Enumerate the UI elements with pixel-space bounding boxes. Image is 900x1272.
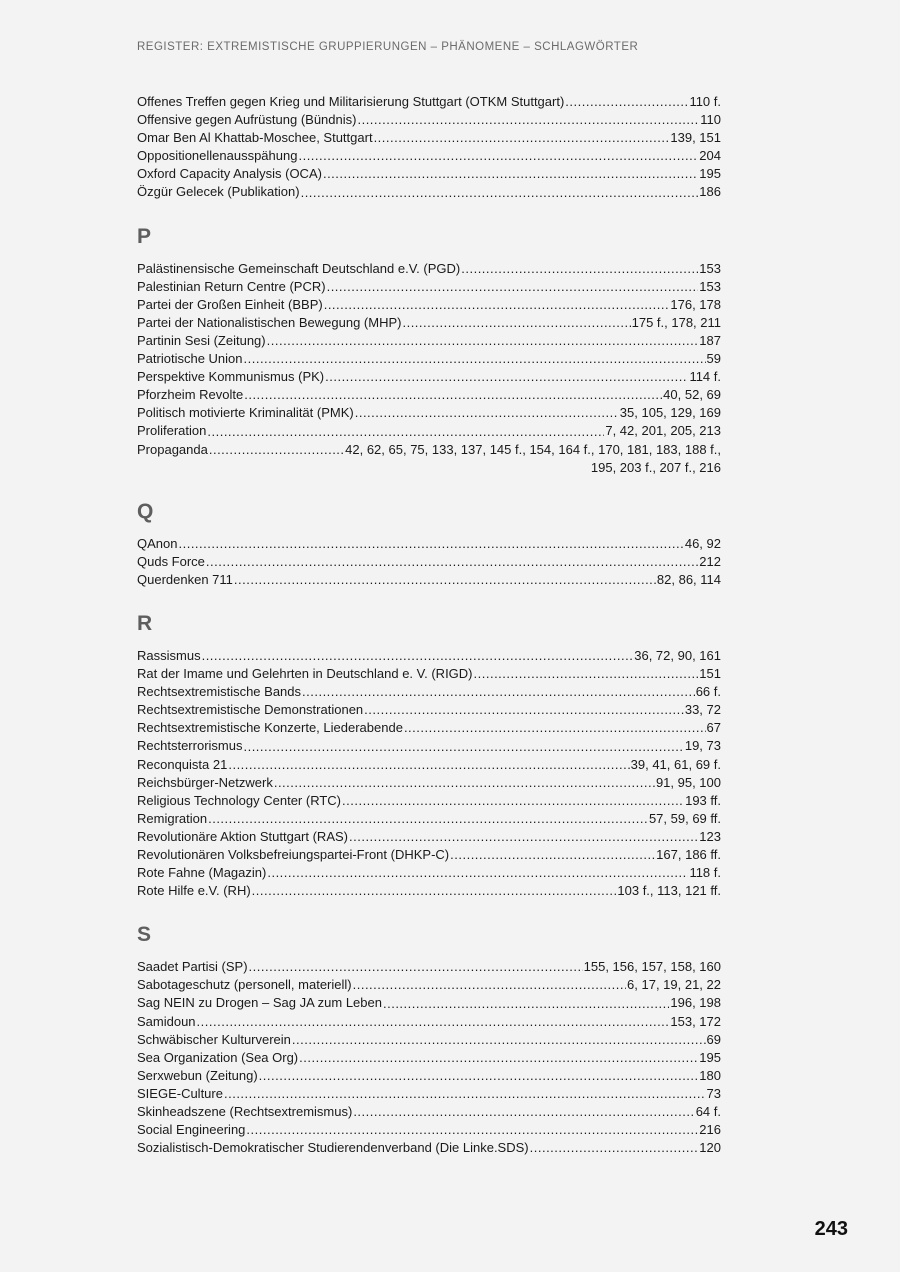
entry-term: Partei der Großen Einheit (BBP) (137, 296, 323, 312)
dot-leader (224, 1085, 706, 1103)
dot-leader (327, 278, 699, 296)
dot-leader (353, 976, 626, 994)
entry-term: Serxwebun (Zeitung) (137, 1067, 258, 1083)
entry-term: Sag NEIN zu Drogen – Sag JA zum Leben (137, 995, 382, 1011)
entry-term: Partinin Sesi (Zeitung) (137, 332, 266, 348)
entry-term: Rassismus (137, 647, 201, 663)
dot-leader (207, 422, 604, 440)
page-number: 243 (814, 1218, 848, 1240)
entry-pages: 195 (699, 166, 721, 182)
index-entries (137, 958, 721, 1157)
entry-term: QAnon (137, 535, 178, 551)
dot-leader (252, 882, 617, 900)
index-entry (137, 958, 721, 976)
dot-leader (323, 165, 698, 183)
index-entry (137, 976, 721, 994)
index-entry (137, 441, 721, 459)
index-entry (137, 278, 721, 296)
entry-pages: 36, 72, 90, 161 (634, 647, 721, 663)
index-entry (137, 864, 721, 882)
index-section (137, 224, 721, 477)
entry-term: Sozialistisch-Demokratischer Studierendenverband (Die Linke.SDS) (137, 1140, 529, 1156)
dot-leader (353, 1103, 694, 1121)
index-entry (137, 1139, 721, 1157)
entry-pages: 40, 52, 69 (663, 387, 721, 403)
index-entry (137, 535, 721, 553)
index-entry (137, 296, 721, 314)
entry-term: Skinheadszene (Rechtsextremismus) (137, 1104, 353, 1120)
dot-leader (404, 719, 706, 737)
dot-leader (402, 314, 630, 332)
entry-pages: 167, 186 ff. (656, 847, 721, 862)
dot-leader (243, 737, 683, 755)
entry-pages: 196, 198 (670, 995, 721, 1011)
entry-pages: 153, 172 (670, 1013, 721, 1029)
index-entry (137, 828, 721, 846)
index-entry (137, 756, 721, 774)
entry-term: Rechtsextremistische Bands (137, 684, 302, 700)
dot-leader (244, 350, 706, 368)
entry-term: Rat der Imame und Gelehrten in Deutschland e. V. (RIGD) (137, 666, 473, 682)
index-entry (137, 350, 721, 368)
entry-pages: 82, 86, 114 (656, 571, 721, 587)
dot-leader (301, 183, 699, 201)
index-entry (137, 553, 721, 571)
section-letter: R (137, 611, 153, 635)
entry-pages: 175 f., 178, 211 (631, 314, 721, 330)
dot-leader (383, 994, 669, 1012)
dot-leader (228, 756, 629, 774)
entry-term: Rechtsterrorismus (137, 738, 243, 754)
entry-term: Revolutionäre Aktion Stuttgart (RAS) (137, 828, 348, 844)
entry-term: Reconquista 21 (137, 756, 228, 772)
dot-leader (461, 260, 698, 278)
dot-leader (364, 701, 684, 719)
index-entry (137, 1121, 721, 1139)
entry-pages: 123 (699, 828, 721, 844)
index-entry (137, 386, 721, 404)
index-entries (137, 260, 721, 477)
entry-pages: 118 f. (689, 865, 721, 881)
index-entry (137, 111, 721, 129)
index-entry (137, 701, 721, 719)
index-entry (137, 183, 721, 201)
entry-term: Saadet Partisi (SP) (137, 959, 248, 975)
dot-leader (298, 147, 698, 165)
entry-pages: 114 f. (689, 369, 721, 385)
entry-pages: 155, 156, 157, 158, 160 (583, 959, 721, 975)
dot-leader (267, 864, 688, 882)
dot-leader (234, 571, 656, 589)
entry-pages: 64 f. (695, 1104, 721, 1120)
entry-pages: 187 (699, 332, 721, 348)
index-entry (137, 314, 721, 332)
entry-term: Quds Force (137, 553, 205, 569)
entry-term: Social Engineering (137, 1122, 246, 1138)
dot-leader (244, 386, 662, 404)
dot-leader (374, 129, 670, 147)
entry-pages: 59 (706, 351, 721, 367)
index-entry (137, 737, 721, 755)
entry-term: Rote Fahne (Magazin) (137, 865, 267, 881)
dot-leader (209, 441, 344, 459)
dot-leader (249, 958, 583, 976)
entry-term: Rechtsextremistische Demonstrationen (137, 702, 364, 718)
section-letter: P (137, 224, 152, 248)
index-entries (137, 535, 721, 589)
entry-pages-continued: 195, 203 f., 207 f., 216 (590, 459, 721, 475)
entry-pages: 7, 42, 201, 205, 213 (605, 423, 721, 439)
dot-leader (530, 1139, 699, 1157)
entry-term: Oppositionellenausspähung (137, 148, 298, 164)
index-entry (137, 683, 721, 701)
entry-pages: 151 (699, 666, 721, 682)
dot-leader (208, 810, 648, 828)
index-content (137, 93, 721, 1179)
index-entry (137, 129, 721, 147)
entry-pages: 33, 72 (684, 702, 721, 718)
entry-term: Proliferation (137, 423, 207, 439)
index-entry (137, 810, 721, 828)
index-entry (137, 165, 721, 183)
index-entry (137, 422, 721, 440)
entry-term: Schwäbischer Kulturverein (137, 1031, 291, 1047)
entry-term: Pforzheim Revolte (137, 387, 244, 403)
index-entry (137, 774, 721, 792)
index-entry (137, 1067, 721, 1085)
entry-term: Samidoun (137, 1013, 196, 1029)
dot-leader (259, 1067, 699, 1085)
dot-leader (349, 828, 698, 846)
index-entry (137, 846, 721, 864)
entry-term: Patriotische Union (137, 351, 243, 367)
dot-leader (299, 1049, 698, 1067)
dot-leader (324, 296, 670, 314)
dot-leader (292, 1031, 706, 1049)
entry-pages: 91, 95, 100 (655, 774, 721, 790)
dot-leader (355, 404, 619, 422)
entry-pages: 42, 62, 65, 75, 133, 137, 145 f., 154, 164 f., 170, 181, 183, 188 f., (345, 441, 721, 457)
entry-term: Querdenken 711 (137, 571, 233, 587)
entry-pages: 212 (699, 553, 721, 569)
dot-leader (267, 332, 699, 350)
entry-pages: 39, 41, 61, 69 f. (630, 756, 721, 772)
entry-pages: 67 (706, 720, 721, 736)
entry-pages: 186 (699, 184, 721, 200)
dot-leader (325, 368, 688, 386)
dot-leader (302, 683, 695, 701)
entry-term: Sabotageschutz (personell, materiell) (137, 977, 352, 993)
entry-term: Rote Hilfe e.V. (RH) (137, 883, 251, 899)
index-entry (137, 1031, 721, 1049)
entry-pages: 176, 178 (670, 296, 721, 312)
entry-term: Palestinian Return Centre (PCR) (137, 278, 326, 294)
index-entry (137, 93, 721, 111)
index-section (137, 922, 721, 1157)
dot-leader (206, 553, 698, 571)
index-entry (137, 1049, 721, 1067)
entry-term: Propaganda (137, 441, 208, 457)
entry-pages: 216 (699, 1122, 721, 1138)
dot-leader (342, 792, 684, 810)
entry-term: Reichsbürger-Netzwerk (137, 774, 273, 790)
index-entry (137, 332, 721, 350)
index-section (137, 93, 721, 202)
entry-term: Özgür Gelecek (Publikation) (137, 184, 300, 200)
dot-leader (274, 774, 655, 792)
dot-leader (565, 93, 688, 111)
entry-term: Palästinensische Gemeinschaft Deutschland e.V. (PGD) (137, 260, 461, 276)
entry-pages: 73 (706, 1085, 721, 1101)
running-header: REGISTER: EXTREMISTISCHE GRUPPIERUNGEN – PHÄNOMENE – SCHLAGWÖRTER (137, 41, 639, 53)
dot-leader (450, 846, 655, 864)
index-entry (137, 571, 721, 589)
entry-pages: 120 (699, 1140, 721, 1156)
dot-leader (474, 665, 699, 683)
index-entries (137, 93, 721, 202)
entry-term: Rechtsextremistische Konzerte, Liederabende (137, 720, 403, 736)
dot-leader (246, 1121, 698, 1139)
entry-pages: 204 (699, 148, 721, 164)
entry-pages: 153 (699, 278, 721, 294)
entry-pages: 57, 59, 69 ff. (648, 810, 721, 826)
index-entry (137, 147, 721, 165)
dot-leader (178, 535, 683, 553)
entry-term: Sea Organization (Sea Org) (137, 1049, 299, 1065)
index-entry (137, 994, 721, 1012)
entry-term: Religious Technology Center (RTC) (137, 792, 342, 808)
entry-pages: 103 f., 113, 121 ff. (617, 883, 721, 899)
entry-term: Politisch motivierte Kriminalität (PMK) (137, 405, 354, 421)
entry-term: Revolutionären Volksbefreiungspartei-Front (DHKP-C) (137, 847, 450, 862)
index-entry (137, 882, 721, 900)
index-entry (137, 719, 721, 737)
entry-pages: 153 (699, 260, 721, 276)
index-entry (137, 1085, 721, 1103)
index-entries (137, 647, 721, 900)
entry-pages: 193 ff. (685, 792, 721, 808)
entry-pages: 66 f. (695, 684, 721, 700)
dot-leader (202, 647, 634, 665)
entry-term: Offensive gegen Aufrüstung (Bündnis) (137, 112, 357, 128)
entry-pages: 6, 17, 19, 21, 22 (627, 977, 721, 993)
index-entry (137, 404, 721, 422)
index-section (137, 611, 721, 900)
entry-term: Offenes Treffen gegen Krieg und Militarisierung Stuttgart (OTKM Stuttgart) (137, 94, 565, 109)
index-entry (137, 792, 721, 810)
section-letter: S (137, 923, 152, 947)
section-letter: Q (137, 499, 154, 523)
entry-pages: 46, 92 (684, 535, 721, 551)
entry-pages: 110 f. (689, 94, 721, 109)
entry-term: Oxford Capacity Analysis (OCA) (137, 166, 322, 182)
index-entry (137, 647, 721, 665)
index-entry (137, 1013, 721, 1031)
index-entry (137, 665, 721, 683)
entry-pages: 69 (706, 1031, 721, 1047)
entry-pages: 110 (700, 112, 721, 128)
dot-leader (197, 1013, 670, 1031)
entry-pages: 19, 73 (684, 738, 721, 754)
index-section (137, 499, 721, 589)
entry-term: Partei der Nationalistischen Bewegung (MHP) (137, 314, 402, 330)
dot-leader (357, 111, 699, 129)
entry-term: Perspektive Kommunismus (PK) (137, 369, 325, 385)
entry-pages: 195 (699, 1049, 721, 1065)
entry-pages: 180 (699, 1067, 721, 1083)
entry-pages: 139, 151 (670, 130, 721, 146)
index-entry (137, 368, 721, 386)
index-entry (137, 1103, 721, 1121)
entry-term: SIEGE-Culture (137, 1085, 223, 1101)
entry-pages: 35, 105, 129, 169 (619, 405, 721, 421)
index-entry (137, 260, 721, 278)
entry-term: Remigration (137, 810, 208, 826)
entry-term: Omar Ben Al Khattab-Moschee, Stuttgart (137, 130, 373, 146)
